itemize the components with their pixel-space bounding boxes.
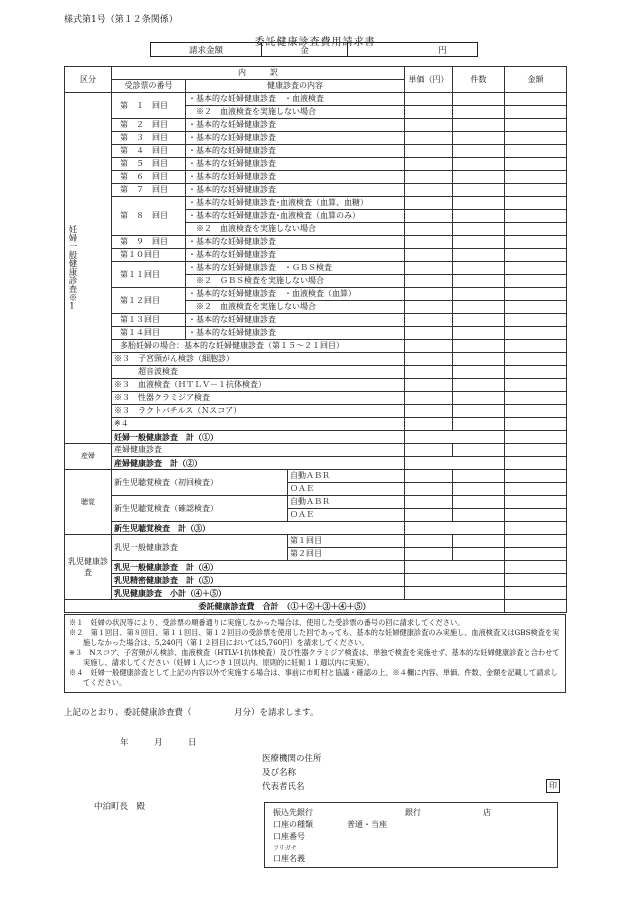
cell-count[interactable]: [453, 548, 505, 561]
bank-info-box: [264, 802, 558, 868]
cell-price[interactable]: [405, 288, 453, 301]
cell-amount[interactable]: [505, 392, 567, 405]
exam-item: ・基本的な妊婦健康診査･血液検査（血算、血糖）: [186, 197, 405, 210]
cell-amount[interactable]: [505, 353, 567, 366]
extra-exam-row: ※３ 血液検査（ＨＴＬＶ－１抗体検査）: [112, 379, 405, 392]
infant-subtotal: 乳児健康診査 小計（④＋⑤）: [112, 587, 405, 600]
amount-unit: 円: [438, 45, 447, 56]
hearing-method: ＯＡＥ: [288, 483, 405, 496]
cell-price[interactable]: [405, 171, 453, 184]
exam-item: ・基本的な妊婦健康診査 ・血液検査（血算）: [186, 288, 405, 301]
cell-amount[interactable]: [505, 314, 567, 327]
cell-price[interactable]: [405, 158, 453, 171]
cell-price[interactable]: [405, 197, 453, 210]
cell-count[interactable]: [453, 405, 505, 418]
cell-count[interactable]: [453, 171, 505, 184]
request-statement: 上記のとおり、委託健康診査費（ 月分）を請求します。: [64, 708, 319, 718]
cell-amount[interactable]: [505, 262, 567, 275]
cell-amount[interactable]: [505, 587, 567, 600]
fee-breakdown-table: [64, 66, 567, 613]
account-type-label: 口座の種類: [273, 820, 313, 829]
cell-count[interactable]: [453, 119, 505, 132]
cell-price[interactable]: [405, 301, 453, 314]
exam-item: ・基本的な妊婦健康診査: [186, 145, 405, 158]
multi-birth-row: 多胎妊婦の場合：基本的な妊婦健康診査（第１５～２１回目）: [112, 340, 405, 353]
cell-price[interactable]: [405, 509, 453, 522]
infant-detail-subtotal: 乳児精密健康診査 計（⑤）: [112, 574, 405, 587]
cell-count[interactable]: [453, 392, 505, 405]
cell-count[interactable]: [453, 340, 505, 353]
ticket-number: 第 ３ 回目: [112, 132, 186, 145]
cell-count[interactable]: [453, 288, 505, 301]
hearing-method: ＯＡＥ: [288, 509, 405, 522]
exam-item: ・基本的な妊婦健康診査: [186, 132, 405, 145]
cell-price[interactable]: [405, 483, 453, 496]
notes-box: [64, 614, 566, 693]
cell-amount[interactable]: [505, 327, 567, 340]
cell-price[interactable]: [405, 145, 453, 158]
hearing-retest: 新生児聴覚検査（確認検査）: [112, 496, 288, 522]
cell-amount[interactable]: [505, 171, 567, 184]
cell-price[interactable]: [405, 535, 453, 548]
cell-price[interactable]: [405, 353, 453, 366]
cell-amount[interactable]: [505, 301, 567, 314]
cell-amount[interactable]: [505, 444, 567, 457]
ticket-number: 第 ６ 回目: [112, 171, 186, 184]
ticket-number: 第 ９ 回目: [112, 236, 186, 249]
document-title: 委託健康診査費用請求書: [254, 37, 376, 48]
bank-suffix: 銀行: [405, 808, 421, 817]
infant-visit: 第１回目: [288, 535, 405, 548]
cell-amount[interactable]: [505, 483, 567, 496]
cell-count[interactable]: [453, 236, 505, 249]
cell-amount[interactable]: [505, 496, 567, 509]
note-item: ※１ 妊婦の状況等により、受診票の順番通りに実施しなかった場合は、使用した受診票の番号の回に請求してください。: [69, 618, 465, 627]
cell-count[interactable]: [453, 496, 505, 509]
cell-count[interactable]: [453, 184, 505, 197]
cell-amount[interactable]: [505, 210, 567, 223]
infant-general-subtotal: 乳児一般健康診査 計（④）: [112, 561, 405, 574]
header-category: 区分: [65, 67, 112, 93]
cell-count[interactable]: [453, 483, 505, 496]
ticket-number: 第 ２ 回目: [112, 119, 186, 132]
exam-item: ・基本的な妊婦健康診査 ・ＧＢＳ検査: [186, 262, 405, 275]
ticket-number: 第 ７ 回目: [112, 184, 186, 197]
header-count: 件数: [453, 67, 505, 93]
infant-visit: 第２回目: [288, 548, 405, 561]
cell-amount[interactable]: [505, 418, 567, 431]
exam-item: ※２ 血液検査を実施しない場合: [186, 301, 405, 314]
exam-item: ※２ ＧＢＳ検査を実施しない場合: [186, 275, 405, 288]
cell-amount[interactable]: [505, 223, 567, 236]
cell-price[interactable]: [405, 548, 453, 561]
pregnancy-subtotal: 妊婦一般健康診査 計（①）: [112, 431, 405, 444]
cell-price[interactable]: [405, 379, 453, 392]
cell-amount[interactable]: [505, 236, 567, 249]
hearing-method: 自動ＡＢＲ: [288, 470, 405, 483]
bank-label: 振込先銀行: [273, 808, 313, 817]
cell-amount[interactable]: [505, 405, 567, 418]
exam-item: ・基本的な妊婦健康診査 ・血液検査: [186, 93, 405, 106]
representative-label: 代表者氏名: [262, 782, 305, 792]
cell-price[interactable]: [405, 314, 453, 327]
account-name-label: 口座名義: [273, 854, 305, 863]
cell-count[interactable]: [453, 366, 505, 379]
cell-count[interactable]: [453, 106, 505, 119]
exam-item: ・基本的な妊婦健康診査: [186, 119, 405, 132]
exam-item: ・基本的な妊婦健康診査･血液検査（血算のみ）: [186, 210, 405, 223]
cell-price[interactable]: [405, 405, 453, 418]
cell-price[interactable]: [405, 340, 453, 353]
cell-amount[interactable]: [505, 509, 567, 522]
postpartum-subtotal: 産婦健康診査 計（②）: [112, 457, 405, 470]
header-amount: 金額: [505, 67, 567, 93]
billing-amount-table: [150, 42, 478, 57]
cell-count[interactable]: [453, 418, 505, 431]
cell-amount[interactable]: [505, 574, 567, 587]
cell-amount[interactable]: [505, 366, 567, 379]
cell-amount[interactable]: [505, 548, 567, 561]
cell-count[interactable]: [453, 327, 505, 340]
cell-price[interactable]: [405, 223, 453, 236]
furigana-label: フリガナ: [273, 845, 297, 852]
header-ticket-no: 受診票の番号: [112, 80, 186, 93]
cell-count[interactable]: [453, 210, 505, 223]
exam-item: ・基本的な妊婦健康診査: [186, 327, 405, 340]
cell-price[interactable]: [405, 470, 453, 483]
addressee: 中泊町長 殿: [94, 802, 146, 812]
cell-amount[interactable]: [505, 119, 567, 132]
hearing-method: 自動ＡＢＲ: [288, 496, 405, 509]
cell-amount[interactable]: [505, 561, 567, 574]
cell-count[interactable]: [453, 197, 505, 210]
cell-amount[interactable]: [505, 249, 567, 262]
cell-amount[interactable]: [505, 431, 567, 444]
form-number: 様式第1号（第１２条関係）: [64, 15, 178, 25]
ticket-number: 第 １ 回目: [112, 93, 186, 119]
header-exam-content: 健康診査の内容: [186, 80, 405, 93]
cell-count[interactable]: [453, 535, 505, 548]
cell-price[interactable]: [405, 327, 453, 340]
ticket-number: 第１４回目: [112, 327, 186, 340]
postpartum-row: 産婦健康診査: [112, 444, 405, 457]
cell-amount[interactable]: [505, 470, 567, 483]
ticket-number: 第 ５ 回目: [112, 158, 186, 171]
cell-amount[interactable]: [505, 522, 567, 535]
ticket-number: 第１０回目: [112, 249, 186, 262]
amount-label: 請求金額: [151, 43, 262, 57]
cell-count[interactable]: [453, 249, 505, 262]
cell-amount[interactable]: [505, 184, 567, 197]
pregnancy-label-cell: [65, 93, 112, 444]
exam-item: ・基本的な妊婦健康診査: [186, 314, 405, 327]
cell-price[interactable]: [405, 106, 453, 119]
name-label: 及び名称: [262, 768, 297, 778]
account-type-value[interactable]: 普通・当座: [347, 820, 387, 829]
exam-item: ・基本的な妊婦健康診査: [186, 184, 405, 197]
cell-price[interactable]: [405, 262, 453, 275]
cell-amount[interactable]: [505, 457, 567, 470]
cell-amount[interactable]: [505, 106, 567, 119]
cell-count[interactable]: [453, 275, 505, 288]
extra-exam-row: ※４: [112, 418, 405, 431]
cell-price[interactable]: [405, 366, 453, 379]
extra-exam-row: ※３ 子宮頸がん検診（細胞診）: [112, 353, 405, 366]
cell-price[interactable]: [405, 93, 453, 106]
cell-price[interactable]: [405, 184, 453, 197]
cell-price[interactable]: [405, 249, 453, 262]
infant-general-row: 乳児一般健康診査: [112, 535, 288, 561]
cell-amount[interactable]: [505, 535, 567, 548]
infant-label: 乳児健康診査: [65, 535, 112, 600]
cell-price[interactable]: [405, 418, 453, 431]
pregnancy-label: 妊婦一般健康診査※1: [67, 224, 77, 312]
note-item: ※４ 妊婦一般健康診査として上記の内容以外で実施する場合は、事前に市町村と協議・確認の上、※４欄に内容、単価、件数、金額を記載して請求してください。: [69, 668, 558, 687]
cell-count[interactable]: [453, 353, 505, 366]
cell-price[interactable]: [405, 236, 453, 249]
cell-count[interactable]: [453, 509, 505, 522]
extra-exam-row: ※３ ラクトバチルス（Ｎスコア）: [112, 405, 405, 418]
note-item: ※２ 第１回目、第８回目、第１１回目、第１２回目の受診票を使用した回であっても、基本的な妊婦健康診査のみ実施し、血液検査又はGBS検査を実施しなかった場合は、5,240円（第１２回目においては5,760円）を請求してください。: [69, 628, 560, 647]
amount-prefix: 金: [262, 43, 348, 57]
cell-count[interactable]: [453, 444, 505, 457]
date-line: 年 月 日: [120, 738, 197, 748]
cell-count[interactable]: [453, 314, 505, 327]
cell-count[interactable]: [453, 132, 505, 145]
ticket-number: 第１１回目: [112, 262, 186, 288]
cell-count[interactable]: [453, 158, 505, 171]
cell-price[interactable]: [405, 275, 453, 288]
cell-price[interactable]: [405, 119, 453, 132]
grand-total-label: 委託健康診査費 合計 （①＋②＋③＋④＋⑤）: [65, 600, 505, 613]
postpartum-label: 産婦: [65, 444, 112, 470]
extra-exam-row: ※３ 性器クラミジア検査: [112, 392, 405, 405]
cell-count[interactable]: [453, 301, 505, 314]
account-number-label: 口座番号: [273, 832, 305, 841]
cell-count[interactable]: [453, 93, 505, 106]
grand-total-amount[interactable]: [505, 600, 567, 613]
ticket-number: 第 ８ 回目: [112, 197, 186, 236]
cell-amount[interactable]: [505, 93, 567, 106]
exam-item: ・基本的な妊婦健康診査: [186, 158, 405, 171]
ticket-number: 第１３回目: [112, 314, 186, 327]
hearing-label: 聴覚: [65, 470, 112, 535]
cell-amount[interactable]: [505, 379, 567, 392]
cell-price[interactable]: [405, 496, 453, 509]
cell-amount[interactable]: [505, 145, 567, 158]
header-unit-price: 単価（円）: [405, 67, 453, 93]
branch-suffix: 店: [483, 808, 491, 817]
cell-price[interactable]: [405, 444, 453, 457]
cell-price[interactable]: [405, 392, 453, 405]
hearing-subtotal: 新生児聴覚検査 計（③）: [112, 522, 405, 535]
exam-item: ※２ 血液検査を実施しない場合: [186, 223, 405, 236]
cell-amount[interactable]: [505, 132, 567, 145]
cell-amount[interactable]: [505, 158, 567, 171]
cell-amount[interactable]: [505, 288, 567, 301]
ticket-number: 第 ４ 回目: [112, 145, 186, 158]
ticket-number: 第１２回目: [112, 288, 186, 314]
extra-exam-row: 超音波検査: [112, 366, 405, 379]
cell-count[interactable]: [453, 223, 505, 236]
exam-item: ・基本的な妊婦健康診査: [186, 171, 405, 184]
cell-price[interactable]: [405, 210, 453, 223]
exam-item: ・基本的な妊婦健康診査: [186, 249, 405, 262]
cell-amount[interactable]: [505, 197, 567, 210]
header-content: 内 訳: [112, 67, 405, 80]
cell-amount[interactable]: [505, 340, 567, 353]
cell-count[interactable]: [453, 379, 505, 392]
hearing-initial: 新生児聴覚検査（初回検査）: [112, 470, 288, 496]
address-label: 医療機関の住所: [262, 754, 322, 764]
amount-value-field[interactable]: [348, 43, 478, 57]
exam-item: ・基本的な妊婦健康診査: [186, 236, 405, 249]
note-item: ※３ Nスコア、子宮頸がん検診、血液検査（HTLV-1抗体検査）及び性器クラミジア検査は、単独で検査を実施せず、基本的な妊婦健康診査と合わせて実施し、請求してください（妊婦１人につき１回以内、原則的に妊娠１１週以内に実施）。: [69, 648, 560, 667]
cell-count[interactable]: [453, 145, 505, 158]
exam-item: ※２ 血液検査を実施しない場合: [186, 106, 405, 119]
cell-price[interactable]: [405, 132, 453, 145]
cell-amount[interactable]: [505, 275, 567, 288]
seal-mark: 印: [546, 779, 560, 793]
cell-count[interactable]: [453, 262, 505, 275]
cell-count[interactable]: [453, 470, 505, 483]
